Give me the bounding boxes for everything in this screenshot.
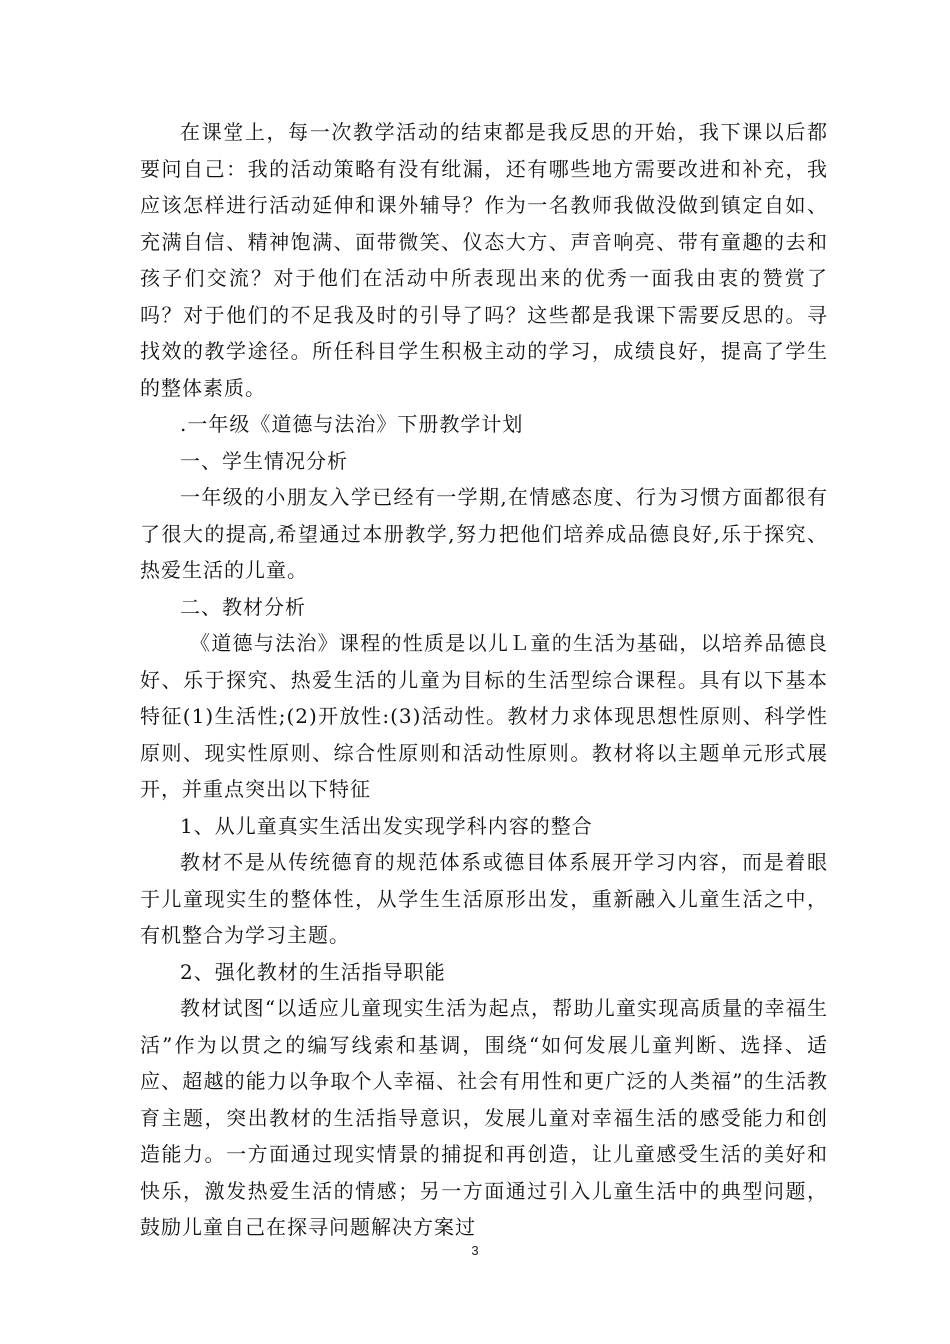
page-number: 3: [471, 1243, 479, 1258]
document-body: [140, 114, 828, 1246]
heading-integration: 1、从儿童真实生活出发实现学科内容的整合: [180, 813, 593, 838]
paragraph-textbook-analysis: 《道德与法治》课程的性质是以儿Ｌ童的生活为基础，以培养品德良好、乐于探究、热爱生活的儿童为目标的生活型综合课程。具有以下基本特征(1)生活性;(2)开放性:(3)活动性。教材力求体现思想性原则、科学性原则、现实性原则、综合性原则和活动性原则。教材将以主题单元形式展开，并重点突出以下特征: [140, 631, 828, 801]
paragraph-integration: 教材不是从传统德育的规范体系或德目体系展开学习内容，而是着眼于儿童现实生的整体性，从学生生活原形出发，重新融入儿童生活之中，有机整合为学习主题。: [140, 850, 828, 947]
heading-life-guidance: 2、强化教材的生活指导职能: [180, 959, 446, 984]
heading-textbook-analysis: 二、教材分析: [180, 594, 306, 619]
heading-student-analysis: 一、学生情况分析: [180, 448, 348, 473]
heading-teaching-plan: .一年级《道德与法治》下册教学计划: [180, 412, 524, 436]
paragraph-life-guidance: 教材试图“以适应儿童现实生活为起点，帮助儿童实现高质量的幸福生活”作为以贯之的编写线索和基调，围绕“如何发展儿童判断、选择、适应、超越的能力以争取个人幸福、社会有用性和更广泛的人类福”的生活教育主题，突出教材的生活指导意识，发展儿童对幸福生活的感受能力和创造能力。一方面通过现实情景的捕捉和再创造，让儿童感受生活的美好和快乐，激发热爱生活的情感；另一方面通过引入儿童生活中的典型问题，鼓励儿童自己在探寻问题解决方案过: [140, 996, 828, 1239]
paragraph-student-analysis: 一年级的小朋友入学已经有一学期,在情感态度、行为习惯方面都很有了很大的提高,希望通过本册教学,努力把他们培养成品德良好,乐于探究、热爱生活的儿童。: [140, 485, 828, 582]
paragraph-reflection: 在课堂上，每一次教学活动的结束都是我反思的开始，我下课以后都要问自己：我的活动策略有没有纰漏，还有哪些地方需要改进和补充，我应该怎样进行活动延伸和课外辅导？作为一名教师我做没做到镇定自如、充满自信、精神饱满、面带微笑、仪态大方、声音响亮、带有童趣的去和孩子们交流？对于他们在活动中所表现出来的优秀一面我由衷的赞赏了吗？对于他们的不足我及时的引导了吗？这些都是我课下需要反思的。寻找效的教学途径。所任科目学生积极主动的学习，成绩良好，提高了学生的整体素质。: [140, 120, 828, 400]
